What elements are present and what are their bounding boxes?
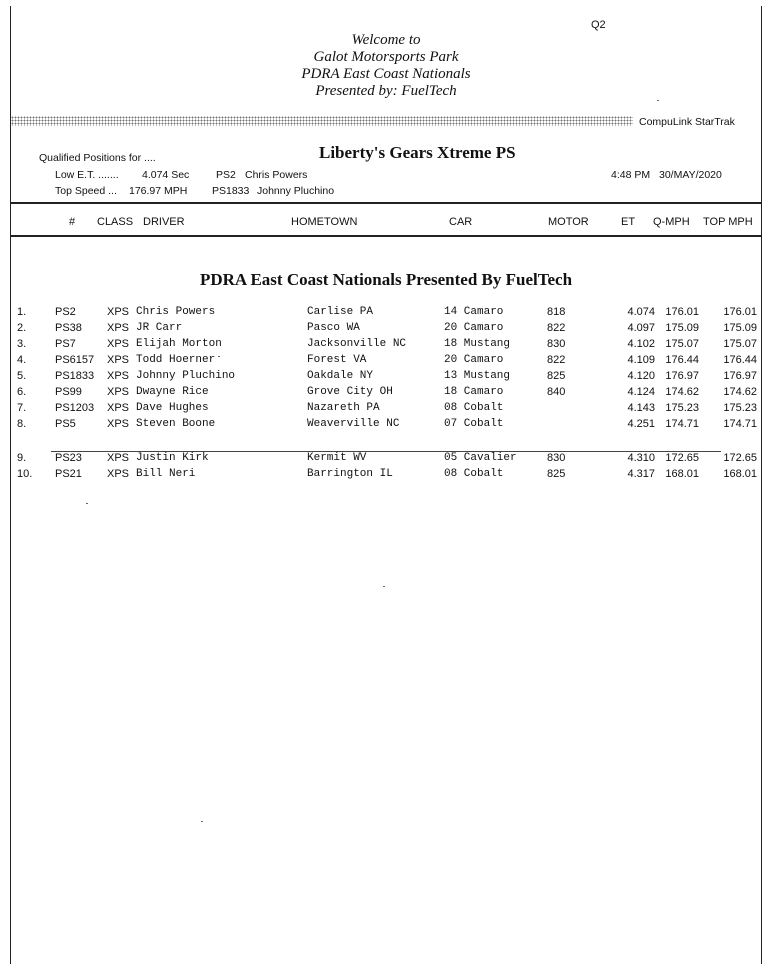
cell-car: 14 Camaro xyxy=(444,306,504,318)
table-row xyxy=(11,338,761,354)
cell-car: 05 Cavalier xyxy=(444,452,517,464)
cell-rank: 6. xyxy=(17,386,27,398)
event-title: PDRA East Coast Nationals Presented By FuelTech xyxy=(199,270,573,289)
cell-class: XPS xyxy=(107,468,130,480)
col-hometown: HOMETOWN xyxy=(291,216,358,228)
col-car: CAR xyxy=(449,216,473,228)
table-row xyxy=(11,354,761,370)
cell-et: 4.120 xyxy=(627,370,655,382)
cell-num: PS1833 xyxy=(55,370,95,382)
col-et: ET xyxy=(621,216,636,228)
cell-qmph: 176.97 xyxy=(665,370,699,382)
table-row xyxy=(11,370,761,386)
cell-et: 4.124 xyxy=(627,386,655,398)
cell-class: XPS xyxy=(107,354,130,366)
cell-topmph: 175.23 xyxy=(723,402,757,414)
cell-hometown: Kermit WV xyxy=(307,452,367,464)
cell-rank: 2. xyxy=(17,322,27,334)
cell-num: PS21 xyxy=(55,468,82,480)
cell-qmph: 175.23 xyxy=(665,402,699,414)
table-row xyxy=(11,386,761,402)
cell-hometown: Weaverville NC xyxy=(307,418,400,430)
table-row xyxy=(11,452,761,468)
top-speed-label: Top Speed ... xyxy=(55,185,117,197)
cell-motor: 825 xyxy=(547,468,566,480)
cell-num: PS1203 xyxy=(55,402,95,414)
cell-car: 07 Cobalt xyxy=(444,418,504,430)
top-speed-value: 176.97 MPH xyxy=(129,185,188,197)
cell-rank: 9. xyxy=(17,452,27,464)
cell-motor: 822 xyxy=(547,354,566,366)
cell-num: PS2 xyxy=(55,306,76,318)
table-row xyxy=(11,418,761,434)
cell-et: 4.143 xyxy=(627,402,655,414)
cell-driver: Justin Kirk xyxy=(136,452,209,464)
cell-et: 4.251 xyxy=(627,418,655,430)
system-label: CompuLink StarTrak xyxy=(639,116,735,128)
cell-hometown: Oakdale NY xyxy=(307,370,374,382)
top-speed-car: PS1833 xyxy=(212,185,250,197)
cell-class: XPS xyxy=(107,306,130,318)
results-sheet xyxy=(10,6,762,964)
cell-topmph: 176.97 xyxy=(723,370,757,382)
cell-driver: Dave Hughes xyxy=(136,402,209,414)
col-num: # xyxy=(69,216,76,228)
welcome-line-3: PDRA East Coast Nationals xyxy=(301,66,471,82)
cell-hometown: Pasco WA xyxy=(307,322,360,334)
cell-rank: 10. xyxy=(17,468,33,480)
cell-topmph: 168.01 xyxy=(723,468,757,480)
cell-topmph: 175.09 xyxy=(723,322,757,334)
cell-driver: Todd Hoerner xyxy=(136,354,216,366)
cell-topmph: 176.01 xyxy=(723,306,757,318)
cell-hometown: Grove City OH xyxy=(307,386,393,398)
cell-num: PS38 xyxy=(55,322,82,334)
cell-driver: Elijah Morton xyxy=(136,338,222,350)
cell-car: 20 Camaro xyxy=(444,354,504,366)
cell-qmph: 168.01 xyxy=(665,468,699,480)
cell-rank: 5. xyxy=(17,370,27,382)
cell-topmph: 174.62 xyxy=(723,386,757,398)
cell-motor: 830 xyxy=(547,452,566,464)
header-top-rule xyxy=(11,202,761,204)
cell-motor: 822 xyxy=(547,322,566,334)
cell-num: PS5 xyxy=(55,418,76,430)
cell-et: 4.109 xyxy=(627,354,655,366)
cell-hometown: Nazareth PA xyxy=(307,402,380,414)
cell-hometown: Jacksonville NC xyxy=(307,338,407,350)
cell-topmph: 172.65 xyxy=(723,452,757,464)
table-row xyxy=(11,322,761,338)
cell-car: 13 Mustang xyxy=(444,370,511,382)
cell-rank: 1. xyxy=(17,306,27,318)
report-time: 4:48 PM xyxy=(611,169,651,181)
cell-et: 4.317 xyxy=(627,468,655,480)
cell-car: 20 Camaro xyxy=(444,322,504,334)
col-class: CLASS xyxy=(97,216,134,228)
cell-qmph: 172.65 xyxy=(665,452,699,464)
col-driver: DRIVER xyxy=(143,216,185,228)
welcome-line-2: Galot Motorsports Park xyxy=(313,49,459,65)
cell-num: PS99 xyxy=(55,386,82,398)
table-row xyxy=(11,306,761,322)
cell-qmph: 175.07 xyxy=(665,338,699,350)
report-date: 30/MAY/2020 xyxy=(659,169,722,181)
cell-car: 18 Mustang xyxy=(444,338,511,350)
cell-class: XPS xyxy=(107,452,130,464)
cell-et: 4.310 xyxy=(627,452,655,464)
cell-topmph: 174.71 xyxy=(723,418,757,430)
low-et-label: Low E.T. ....... xyxy=(55,169,119,181)
cell-class: XPS xyxy=(107,418,130,430)
qualified-label: Qualified Positions for .... xyxy=(39,152,156,164)
cell-rank: 3. xyxy=(17,338,27,350)
cell-hometown: Forest VA xyxy=(307,354,367,366)
table-row xyxy=(11,468,761,484)
cell-qmph: 174.62 xyxy=(665,386,699,398)
cell-motor: 825 xyxy=(547,370,566,382)
cell-et: 4.102 xyxy=(627,338,655,350)
cell-hometown: Carlise PA xyxy=(307,306,374,318)
cell-driver: Dwayne Rice xyxy=(136,386,209,398)
cell-qmph: 174.71 xyxy=(665,418,699,430)
col-topmph: TOP MPH xyxy=(703,216,753,228)
col-qmph: Q-MPH xyxy=(653,216,690,228)
class-title: Liberty's Gears Xtreme PS xyxy=(319,143,516,162)
qualifier-cutoff-line xyxy=(51,451,721,452)
cell-driver: Johnny Pluchino xyxy=(136,370,236,382)
table-row xyxy=(11,402,761,418)
cell-class: XPS xyxy=(107,338,130,350)
cell-class: XPS xyxy=(107,322,130,334)
welcome-line-1: Welcome to xyxy=(351,32,421,48)
cell-et: 4.074 xyxy=(627,306,655,318)
cell-class: XPS xyxy=(107,370,130,382)
low-et-driver: Chris Powers xyxy=(245,169,308,181)
cell-driver: Bill Neri xyxy=(136,468,196,480)
cell-car: 18 Camaro xyxy=(444,386,504,398)
cell-rank: 4. xyxy=(17,354,27,366)
cell-qmph: 176.44 xyxy=(665,354,699,366)
cell-num: PS6157 xyxy=(55,354,95,366)
welcome-line-4: Presented by: FuelTech xyxy=(315,83,457,99)
dotted-divider xyxy=(11,116,633,126)
cell-topmph: 176.44 xyxy=(723,354,757,366)
cell-num: PS7 xyxy=(55,338,76,350)
cell-motor: 840 xyxy=(547,386,566,398)
cell-rank: 8. xyxy=(17,418,27,430)
cell-class: XPS xyxy=(107,386,130,398)
cell-qmph: 175.09 xyxy=(665,322,699,334)
header-bottom-rule xyxy=(11,235,761,237)
cell-et: 4.097 xyxy=(627,322,655,334)
cell-qmph: 176.01 xyxy=(665,306,699,318)
top-speed-driver: Johnny Pluchino xyxy=(257,185,335,197)
cell-topmph: 175.07 xyxy=(723,338,757,350)
cell-num: PS23 xyxy=(55,452,82,464)
cell-driver: Chris Powers xyxy=(136,306,216,318)
cell-car: 08 Cobalt xyxy=(444,402,504,414)
cell-motor: 818 xyxy=(547,306,566,318)
low-et-value: 4.074 Sec xyxy=(142,169,190,181)
cell-rank: 7. xyxy=(17,402,27,414)
cell-motor: 830 xyxy=(547,338,566,350)
low-et-car: PS2 xyxy=(216,169,236,181)
cell-hometown: Barrington IL xyxy=(307,468,393,480)
cell-class: XPS xyxy=(107,402,130,414)
cell-driver: JR Carr xyxy=(136,322,183,334)
page-code: Q2 xyxy=(591,19,606,31)
col-motor: MOTOR xyxy=(548,216,589,228)
cell-car: 08 Cobalt xyxy=(444,468,504,480)
cell-driver: Steven Boone xyxy=(136,418,216,430)
